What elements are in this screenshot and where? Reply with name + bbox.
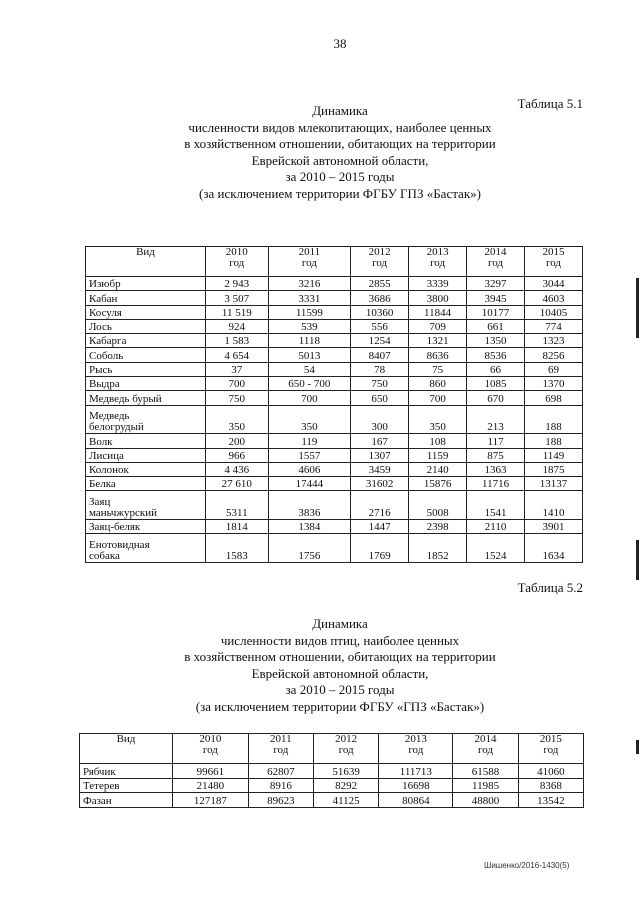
table-2-title-line: (за исключением территории ФГБУ «ГПЗ «Бастак») [195,698,485,714]
year-label: 2015 [539,733,562,745]
count-cell: 1370 [525,377,583,391]
count-cell: 1350 [467,334,525,348]
year-suffix: год [408,744,424,756]
count-cell: 300 [351,405,409,434]
count-cell: 62807 [248,764,313,779]
table-row [80,764,584,779]
scan-edge-mark [636,540,639,580]
count-cell: 2 943 [206,277,269,291]
species-name-line: Выдра [89,378,120,391]
table-row [86,434,583,448]
count-cell: 1307 [351,448,409,462]
count-cell: 1149 [525,448,583,462]
scan-edge-mark [636,278,639,338]
table-row [86,405,583,434]
count-cell: 875 [467,448,525,462]
mammals-table [85,246,583,563]
count-cell: 1814 [206,520,269,534]
column-header-year [525,247,583,277]
count-cell: 17444 [268,477,351,491]
count-cell: 1447 [351,520,409,534]
count-cell: 3800 [409,291,467,305]
count-cell: 11 519 [206,305,269,319]
species-name-line: Белка [89,478,116,491]
year-label: 2014 [474,733,497,745]
table-row [86,277,583,291]
count-cell: 3339 [409,277,467,291]
species-name-line: Волк [89,435,113,448]
species-name-line: Медведь бурый [89,392,162,405]
species-name-line: Рысь [89,364,113,377]
table-row [86,305,583,319]
count-cell: 539 [268,319,351,333]
column-header-year [467,247,525,277]
count-cell: 860 [409,377,467,391]
count-cell: 700 [206,377,269,391]
count-cell: 3216 [268,277,351,291]
species-name-line: Косуля [89,306,122,319]
count-cell: 11844 [409,305,467,319]
species-name [86,319,206,333]
count-cell: 10360 [351,305,409,319]
count-cell: 3331 [268,291,351,305]
count-cell: 1852 [409,534,467,563]
count-cell: 80864 [379,793,453,808]
year-suffix: год [372,257,388,269]
table-row [86,462,583,476]
column-header-year [173,734,249,764]
count-cell: 966 [206,448,269,462]
year-label: 2011 [270,733,292,745]
year-suffix: год [545,257,562,269]
table-row [86,520,583,534]
year-label: 2010 [225,246,248,258]
count-cell: 117 [467,434,525,448]
count-cell: 774 [525,319,583,333]
count-cell: 69 [525,362,583,376]
count-cell: 41125 [313,793,378,808]
count-cell: 108 [409,434,467,448]
table-1-title [40,103,640,202]
table-row [86,319,583,333]
count-cell: 8536 [467,348,525,362]
table-row [80,778,584,793]
count-cell: 698 [525,391,583,405]
species-name-line: собака [89,549,120,562]
species-name [80,793,173,808]
table-1-title-line: Динамика [312,103,368,118]
count-cell: 1159 [409,448,467,462]
page-number: 38 [333,36,347,51]
count-cell: 1875 [525,462,583,476]
count-cell: 188 [525,434,583,448]
species-name-line: Енотовидная [89,538,150,551]
species-name-line: Кабан [89,292,118,305]
count-cell: 10177 [467,305,525,319]
year-suffix: год [543,744,559,756]
count-cell: 51639 [313,764,378,779]
species-name-line: Соболь [89,349,124,362]
count-cell: 3686 [351,291,409,305]
table-row [86,448,583,462]
column-header-year [409,247,467,277]
table-2-caption: Таблица 5.2 [517,580,583,595]
species-name-line: Кабарга [89,335,127,348]
column-header-year [351,247,409,277]
count-cell: 709 [409,319,467,333]
count-cell: 1634 [525,534,583,563]
count-cell: 4 654 [206,348,269,362]
count-cell: 5008 [409,491,467,520]
column-header-year [453,734,518,764]
count-cell: 8916 [248,778,313,793]
table-2-title [40,616,640,715]
count-cell: 350 [409,405,467,434]
species-name [86,391,206,405]
year-suffix: год [202,744,218,756]
count-cell: 1524 [467,534,525,563]
count-cell: 1557 [268,448,351,462]
count-cell: 2716 [351,491,409,520]
scan-edge-mark [636,740,639,754]
table-2-title-line: в хозяйственном отношении, обитающих на территории [184,649,496,664]
year-suffix: год [229,257,245,269]
table-header-row [86,247,583,277]
count-cell: 37 [206,362,269,376]
species-name [86,277,206,291]
count-cell: 41060 [518,764,583,779]
count-cell: 350 [206,405,269,434]
species-name-line: Изюбр [89,278,121,291]
count-cell: 650 - 700 [268,377,351,391]
species-name [86,520,206,534]
count-cell: 10405 [525,305,583,319]
species-name [86,348,206,362]
count-cell: 8292 [313,778,378,793]
species-name [86,448,206,462]
species-name [86,405,206,434]
count-cell: 213 [467,405,525,434]
column-header-year [248,734,313,764]
column-header-species: Вид [86,247,206,277]
count-cell: 1254 [351,334,409,348]
count-cell: 4606 [268,462,351,476]
count-cell: 48800 [453,793,518,808]
year-label: 2010 [199,733,222,745]
count-cell: 31602 [351,477,409,491]
species-name [80,764,173,779]
table-2-title-line: Динамика [312,616,368,631]
count-cell: 11599 [268,305,351,319]
count-cell: 75 [409,362,467,376]
table-row [86,491,583,520]
count-cell: 1321 [409,334,467,348]
year-label: 2012 [335,733,358,745]
count-cell: 700 [268,391,351,405]
count-cell: 1118 [268,334,351,348]
species-name [86,362,206,376]
species-name-line: Медведь [89,410,130,423]
count-cell: 1384 [268,520,351,534]
count-cell: 21480 [173,778,249,793]
count-cell: 1583 [206,534,269,563]
count-cell: 556 [351,319,409,333]
species-name [86,434,206,448]
year-label: 2011 [298,246,321,258]
count-cell: 8256 [525,348,583,362]
count-cell: 2140 [409,462,467,476]
column-header-year [379,734,453,764]
count-cell: 119 [268,434,351,448]
count-cell: 8407 [351,348,409,362]
table-1-title-line: Еврейской автономной области, [251,152,429,168]
count-cell: 3 507 [206,291,269,305]
table-2-title-line: Еврейской автономной области, [251,665,429,681]
document-footer: Шишенко/2016-1430(5) [484,861,570,870]
species-name [86,491,206,520]
count-cell: 670 [467,391,525,405]
table-row [80,793,584,808]
year-label: 2013 [426,246,449,258]
count-cell: 2110 [467,520,525,534]
table-row [86,477,583,491]
count-cell: 1363 [467,462,525,476]
species-name-line: белогрудый [89,421,144,434]
year-suffix: год [488,257,504,269]
species-name [86,477,206,491]
species-name-line: Фазан [83,794,112,807]
count-cell: 127187 [173,793,249,808]
table-1-caption: Таблица 5.1 [517,96,583,111]
count-cell: 1769 [351,534,409,563]
species-name [86,334,206,348]
year-suffix: год [478,744,494,756]
species-name [80,778,173,793]
count-cell: 66 [467,362,525,376]
count-cell: 3901 [525,520,583,534]
species-name [86,534,206,563]
table-1-title-line: численности видов млекопитающих, наиболее ценных [188,119,492,135]
species-name-line: Лось [89,321,112,334]
species-name-line: Лисица [89,449,124,462]
count-cell: 8636 [409,348,467,362]
column-header-year [313,734,378,764]
species-name-line: Колонок [89,464,129,477]
count-cell: 4603 [525,291,583,305]
count-cell: 13542 [518,793,583,808]
species-name-line: Тетерев [83,780,120,792]
year-label: 2014 [484,246,507,258]
count-cell: 13137 [525,477,583,491]
column-header-year [268,247,351,277]
table-row [86,377,583,391]
species-name [86,377,206,391]
species-name [86,462,206,476]
year-suffix: год [273,744,289,756]
table-2-title-line: за 2010 – 2015 годы [285,682,395,697]
year-label: 2012 [368,246,391,258]
count-cell: 1756 [268,534,351,563]
column-header-species: Вид [80,734,173,764]
species-name-line: Рябчик [83,765,116,778]
species-name-line: маньчжурский [89,507,157,520]
count-cell: 11716 [467,477,525,491]
count-cell: 200 [206,434,269,448]
count-cell: 3297 [467,277,525,291]
count-cell: 3459 [351,462,409,476]
count-cell: 2855 [351,277,409,291]
count-cell: 111713 [379,764,453,779]
count-cell: 15876 [409,477,467,491]
species-name-line: Заяц-беляк [89,521,141,534]
count-cell: 11985 [453,778,518,793]
table-row [86,534,583,563]
species-name [86,291,206,305]
table-row [86,391,583,405]
count-cell: 350 [268,405,351,434]
count-cell: 5311 [206,491,269,520]
year-suffix: год [338,744,354,756]
birds-table [79,733,584,808]
table-header-row [80,734,584,764]
count-cell: 5013 [268,348,351,362]
table-row [86,362,583,376]
count-cell: 924 [206,319,269,333]
count-cell: 700 [409,391,467,405]
count-cell: 3945 [467,291,525,305]
year-label: 2015 [542,246,565,258]
year-suffix: год [301,257,317,269]
year-suffix: год [430,257,446,269]
count-cell: 54 [268,362,351,376]
count-cell: 1 583 [206,334,269,348]
count-cell: 750 [206,391,269,405]
table-1-title-line: за 2010 – 2015 годы [285,169,395,184]
count-cell: 750 [351,377,409,391]
species-name-line: Заяц [89,496,111,509]
count-cell: 188 [525,405,583,434]
count-cell: 8368 [518,778,583,793]
count-cell: 1410 [525,491,583,520]
column-header-year [518,734,583,764]
table-1-title-line: (за исключением территории ФГБУ ГПЗ «Бастак») [199,185,481,201]
count-cell: 650 [351,391,409,405]
count-cell: 1323 [525,334,583,348]
year-label: 2013 [404,733,427,745]
table-row [86,348,583,362]
table-2-title-line: численности видов птиц, наиболее ценных [220,632,460,648]
count-cell: 4 436 [206,462,269,476]
count-cell: 167 [351,434,409,448]
count-cell: 27 610 [206,477,269,491]
count-cell: 1541 [467,491,525,520]
table-row [86,291,583,305]
column-header-year [206,247,269,277]
table-1-title-line: в хозяйственном отношении, обитающих на территории [184,136,496,151]
count-cell: 3836 [268,491,351,520]
table-row [86,334,583,348]
count-cell: 78 [351,362,409,376]
count-cell: 661 [467,319,525,333]
count-cell: 16698 [379,778,453,793]
count-cell: 3044 [525,277,583,291]
count-cell: 2398 [409,520,467,534]
count-cell: 99661 [173,764,249,779]
count-cell: 89623 [248,793,313,808]
species-name [86,305,206,319]
count-cell: 1085 [467,377,525,391]
count-cell: 61588 [453,764,518,779]
